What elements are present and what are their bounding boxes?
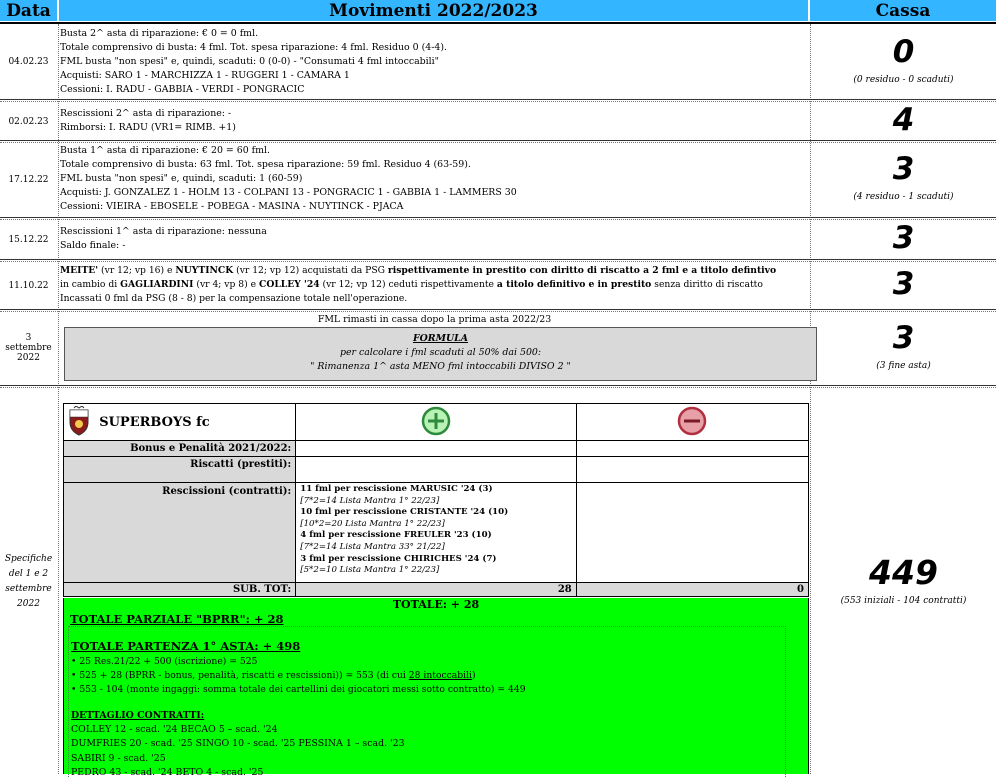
team-crest-icon xyxy=(68,406,90,439)
header-data: Data xyxy=(0,0,57,21)
totals-panel xyxy=(63,598,809,778)
row-movements xyxy=(59,264,811,306)
totale-parziale: TOTALE PARZIALE "BPRR": + 28 xyxy=(70,612,284,626)
row-date: 11.10.22 xyxy=(8,280,49,291)
row-date: 04.02.23 xyxy=(8,57,49,67)
plus-column-header xyxy=(296,404,577,441)
team-cell xyxy=(64,404,296,441)
rescissione-note: [5*2=10 Lista Mantra 1° 22/23] xyxy=(300,565,440,576)
totale: TOTALE: + 28 xyxy=(392,598,480,611)
header-movimenti: Movimenti 2022/2023 xyxy=(59,0,808,21)
date-line: 3 xyxy=(25,333,32,343)
movement-line: Acquisti: SARO 1 - MARCHIZZA 1 - RUGGERI 1 - CAMARA 1 xyxy=(60,70,350,81)
movement-line: Cessioni: I. RADU - GABBIA - VERDI - PONGRACIC xyxy=(60,84,305,95)
row-date: 02.02.23 xyxy=(8,117,49,127)
row-movements xyxy=(59,225,809,253)
cassa-value: 4 xyxy=(892,102,915,138)
plus-circle-icon xyxy=(421,406,451,436)
row-movements xyxy=(59,144,809,214)
date-line: 2022 xyxy=(17,599,40,609)
row-movements xyxy=(59,107,809,135)
contratto-line: SABIRI 9 - scad. '25 xyxy=(71,752,166,764)
row-date: 17.12.22 xyxy=(8,175,49,185)
bullet-line: • 525 + 28 (BPRR - bonus, penalità, riscatti e rescissioni)) = 553 (di cui 28 intoccabili) xyxy=(71,670,476,682)
fml-title: FML rimasti in cassa dopo la prima asta 2022/23 xyxy=(317,314,552,325)
date-line: settembre xyxy=(5,584,52,594)
movement-line: Rescissioni 1^ asta di riparazione: nessuna xyxy=(60,226,267,237)
movement-line: Cessioni: VIEIRA - EBOSELE - POBEGA - MASINA - NUYTINCK - PJACA xyxy=(60,201,404,212)
rescissioni-plus-cell xyxy=(296,483,577,583)
rescissioni-minus-cell xyxy=(576,483,808,583)
detail-box xyxy=(68,626,786,777)
movement-line: Busta 2^ asta di riparazione: € 0 = 0 fml. xyxy=(60,28,259,39)
date-line: del 1 e 2 xyxy=(8,569,49,579)
movement-line: FML busta "non spesi" e, quindi, scaduti: 1 (60-59) xyxy=(60,173,303,184)
minus-column-header xyxy=(576,404,808,441)
movement-line: MEITE' (vr 12; vp 16) e NUYTINCK (vr 12; vp 12) acquistati da PSG rispettivamente in prestito con diritto di riscatto a 2 fml e a titolo defintivo xyxy=(60,265,777,276)
movement-line: Incassati 0 fml da PSG (8 - 8) per la compensazione totale nell'operazione. xyxy=(60,293,408,304)
header-cassa: Cassa xyxy=(810,0,996,21)
riscatti-label: Riscatti (prestiti): xyxy=(64,457,296,483)
rescissione-item: 4 fml per rescissione FREULER '23 (10) xyxy=(300,530,492,541)
movement-line: Saldo finale: - xyxy=(60,240,126,251)
row-date xyxy=(0,390,57,774)
movement-line: FML busta "non spesi" e, quindi, scaduti: 0 (0-0) - "Consumati 4 fml intoccabili" xyxy=(60,56,439,67)
minus-circle-icon xyxy=(677,406,707,436)
bonus-minus-cell xyxy=(576,441,808,457)
rescissione-note: [10*2=20 Lista Mantra 1° 22/23] xyxy=(300,518,445,529)
bullets xyxy=(71,655,526,698)
rescissione-item: 11 fml per rescissione MARUSIC '24 (3) xyxy=(300,484,493,494)
bonus-plus-cell xyxy=(296,441,577,457)
movement-line: Rescissioni 2^ asta di riparazione: - xyxy=(60,108,232,119)
movement-line: Rimborsi: I. RADU (VR1= RIMB. +1) xyxy=(60,122,236,133)
rescissione-note: [7*2=14 Lista Mantra 33° 21/22] xyxy=(300,541,445,552)
contratto-line: PEDRO 43 - scad. '24 BETO 4 - scad. '25 xyxy=(71,766,264,778)
contratto-line: DUMFRIES 20 - scad. '25 SINGO 10 - scad. '25 PESSINA 1 – scad. '23 xyxy=(71,738,405,750)
cassa-value: 449 xyxy=(869,553,938,592)
superboys-table xyxy=(63,403,809,597)
contratti xyxy=(71,709,405,780)
subtot-label: SUB. TOT: xyxy=(64,583,296,597)
movement-line: Totale comprensivo di busta: 63 fml. Tot. spesa riparazione: 59 fml. Residuo 4 (63-59). xyxy=(60,159,471,170)
subtot-minus: 0 xyxy=(576,583,808,597)
date-line: 2022 xyxy=(17,353,40,363)
cassa-value: 3 xyxy=(892,151,915,187)
cassa-value: 3 xyxy=(892,220,915,256)
formula-box xyxy=(64,327,817,381)
riscatti-minus-cell xyxy=(576,457,808,483)
formula-line: per calcolare i fml scaduti al 50% dai 500: xyxy=(339,347,542,358)
formula-title: FORMULA xyxy=(412,333,469,344)
rescissione-item: 10 fml per rescissione CRISTANTE '24 (10) xyxy=(300,507,509,518)
rescissioni-label: Rescissioni (contratti): xyxy=(64,483,296,583)
movement-line: in cambio di GAGLIARDINI (vr 4; vp 8) e COLLEY '24 (vr 12; vp 12) ceduti rispettivamente a titolo definitivo e in prestito senza diritto di riscatto xyxy=(60,279,763,290)
formula-line: " Rimanenza 1^ asta MENO fml intoccabili DIVISO 2 " xyxy=(310,361,571,372)
cassa-value: 0 xyxy=(892,34,915,70)
bonus-label: Bonus e Penalità 2021/2022: xyxy=(64,441,296,457)
row-date xyxy=(0,314,57,382)
riscatti-plus-cell xyxy=(296,457,577,483)
dettaglio-title: DETTAGLIO CONTRATTI: xyxy=(71,710,205,721)
contratto-line: COLLEY 12 - scad. '24 BECAO 5 – scad. '24 xyxy=(71,724,278,736)
cassa-value: 3 xyxy=(892,320,915,356)
cassa-note: (3 fine asta) xyxy=(876,361,931,371)
bullet-line: • 553 - 104 (monte ingaggi: somma totale dei cartellini dei giocatori messi sotto contratto) = 449 xyxy=(71,684,526,696)
row-date: 15.12.22 xyxy=(8,234,49,245)
team-name: SUPERBOYS fc xyxy=(99,414,210,430)
movement-line: Totale comprensivo di busta: 4 fml. Tot. spesa riparazione: 4 fml. Residuo 0 (4-4). xyxy=(60,42,447,53)
row-movements xyxy=(59,27,809,97)
bullet-line: • 25 Res.21/22 + 500 (iscrizione) = 525 xyxy=(71,656,258,667)
cassa-note: (553 iniziali - 104 contratti) xyxy=(840,596,967,606)
date-line: Specifiche xyxy=(4,554,53,564)
totale-partenza: TOTALE PARTENZA 1° ASTA: + 498 xyxy=(71,639,301,653)
cassa-note: (0 residuo - 0 scaduti) xyxy=(853,75,954,85)
date-line: settembre xyxy=(5,343,52,353)
rescissione-item: 3 fml per rescissione CHIRICHES '24 (7) xyxy=(300,553,497,564)
subtot-plus: 28 xyxy=(296,583,577,597)
movement-line: Busta 1^ asta di riparazione: € 20 = 60 fml. xyxy=(60,145,270,156)
rescissione-note: [7*2=14 Lista Mantra 1° 22/23] xyxy=(300,495,440,506)
cassa-value: 3 xyxy=(892,266,915,302)
movement-line: Acquisti: J. GONZALEZ 1 - HOLM 13 - COLPANI 13 - PONGRACIC 1 - GABBIA 1 - LAMMERS 30 xyxy=(60,187,517,198)
cassa-note: (4 residuo - 1 scaduti) xyxy=(853,192,954,202)
